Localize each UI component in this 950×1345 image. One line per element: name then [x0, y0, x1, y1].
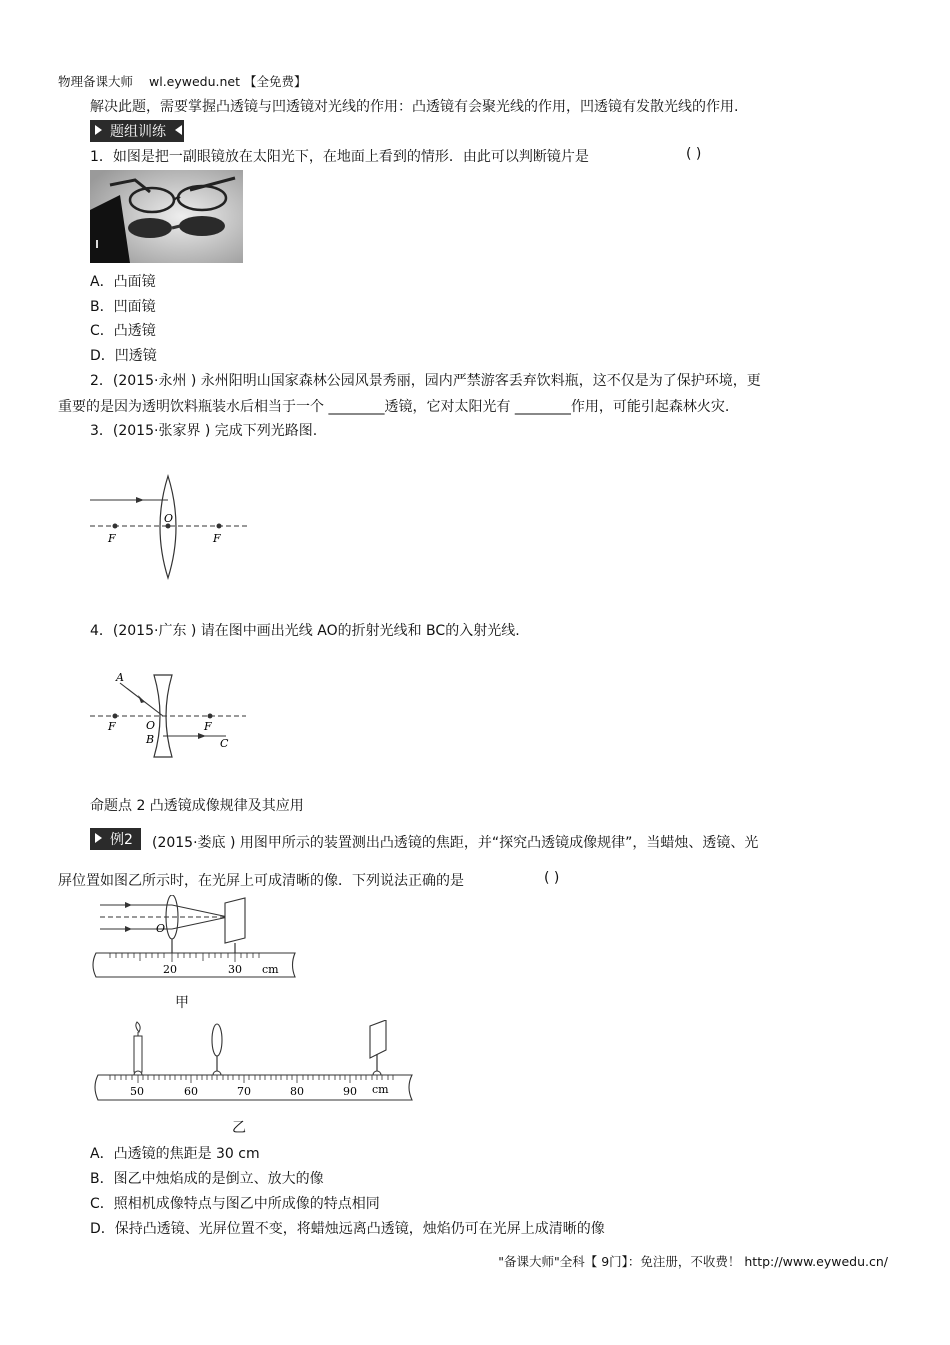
ray-arrow-icon — [136, 497, 144, 503]
site-name: 物理备课大师 — [58, 74, 134, 89]
unit-cm: cm — [372, 1083, 389, 1096]
unit-cm: cm — [262, 963, 279, 976]
q1-option-d[interactable]: D．凹透镜 — [90, 348, 157, 364]
example-tag — [90, 828, 141, 850]
focus-left-dot — [113, 714, 118, 719]
screen — [370, 1020, 386, 1058]
example-option-a[interactable]: A．凸透镜的焦距是 30 cm — [90, 1146, 260, 1162]
figure-yi — [90, 1020, 420, 1110]
example-line1: (2015·娄底 ) 用图甲所示的装置测出凸透镜的焦距，并“探究凸透镜成像规律”，当蜡烛、透镜、光 — [152, 835, 759, 851]
tick-30: 30 — [228, 963, 242, 976]
label-f-right: F — [204, 720, 212, 733]
lens — [212, 1024, 222, 1056]
flame-icon — [136, 1022, 140, 1032]
label-a: A — [116, 671, 124, 684]
site-url[interactable]: wl.eywedu.net — [149, 74, 241, 89]
section-tag-label: 题组训练 — [110, 124, 166, 140]
q1-option-b[interactable]: B．凹面镜 — [90, 299, 156, 315]
glasses-photo — [90, 170, 243, 263]
q4-text: 4．(2015·广东 ) 请在图中画出光线 AO的折射光线和 BC的入射光线. — [90, 623, 520, 639]
tick-80: 80 — [290, 1085, 304, 1098]
tick-50: 50 — [130, 1085, 144, 1098]
section-tag — [90, 120, 172, 142]
intro-text: 解决此题，需要掌握凸透镜与凹透镜对光线的作用：凸透镜有会聚光线的作用，凹透镜有发散光线的作用. — [90, 99, 739, 115]
free-badge: 【全免费】 — [244, 74, 307, 89]
label-c: C — [220, 737, 229, 750]
label-f-left: F — [108, 720, 116, 733]
example-option-b[interactable]: B．图乙中烛焰成的是倒立、放大的像 — [90, 1171, 324, 1187]
q1-option-a[interactable]: A．凸面镜 — [90, 274, 156, 290]
label-f-right: F — [213, 532, 221, 545]
ray-arrow-icon-2 — [198, 733, 206, 739]
q1-bracket: ( ) — [686, 146, 702, 162]
screen — [225, 898, 245, 943]
tick-90: 90 — [343, 1085, 357, 1098]
focus-right-dot — [217, 524, 222, 529]
q3-text: 3．(2015·张家界 ) 完成下列光路图. — [90, 423, 318, 439]
site-header — [58, 72, 307, 90]
q4-lens-diagram — [88, 665, 253, 765]
q3-lens-diagram — [88, 470, 253, 585]
q1-option-c[interactable]: C．凸透镜 — [90, 323, 156, 339]
label-f-left: F — [108, 532, 116, 545]
tick-70: 70 — [237, 1085, 251, 1098]
example-option-d[interactable]: D．保持凸透镜、光屏位置不变，将蜡烛远离凸透镜，烛焰仍可在光屏上成清晰的像 — [90, 1221, 605, 1237]
label-o: O — [156, 922, 166, 935]
label-o: O — [164, 512, 174, 525]
q2-line2: 重要的是因为透明饮料瓶装水后相当于一个 ________透镜，它对太阳光有 ________作用，可能引起森林火灾. — [58, 399, 730, 415]
label-b: B — [146, 733, 155, 746]
example-option-c[interactable]: C．照相机成像特点与图乙中所成像的特点相同 — [90, 1196, 380, 1212]
caption-jia: 甲 — [175, 995, 189, 1011]
focus-right-dot — [208, 714, 213, 719]
example-tag-label: 例2 — [110, 832, 133, 848]
ray-arrow-icon — [138, 695, 145, 703]
play-icon — [95, 125, 102, 135]
q2-line1: 2．(2015·永州 ) 永州阳明山国家森林公园风景秀丽，园内严禁游客丢弃饮料瓶，这不仅是为了保护环境，更 — [90, 373, 761, 389]
play-icon — [95, 833, 102, 843]
candle — [134, 1036, 142, 1072]
example-bracket: ( ) — [544, 870, 560, 886]
q1-text: 1．如图是把一副眼镜放在太阳光下，在地面上看到的情形．由此可以判断镜片是 — [90, 149, 589, 165]
footer-text: "备课大师"全科【 9门】：免注册，不收费！ http://www.eywedu.cn/ — [498, 1254, 888, 1269]
focus-left-dot — [113, 524, 118, 529]
label-o: O — [146, 719, 156, 732]
point2-title: 命题点 2 凸透镜成像规律及其应用 — [90, 798, 304, 814]
figure-jia — [90, 895, 305, 985]
example-line2: 屏位置如图乙所示时，在光屏上可成清晰的像．下列说法正确的是 — [58, 873, 464, 889]
back-icon — [172, 120, 184, 142]
caption-yi: 乙 — [232, 1120, 246, 1136]
tick-60: 60 — [184, 1085, 198, 1098]
tick-20: 20 — [163, 963, 177, 976]
